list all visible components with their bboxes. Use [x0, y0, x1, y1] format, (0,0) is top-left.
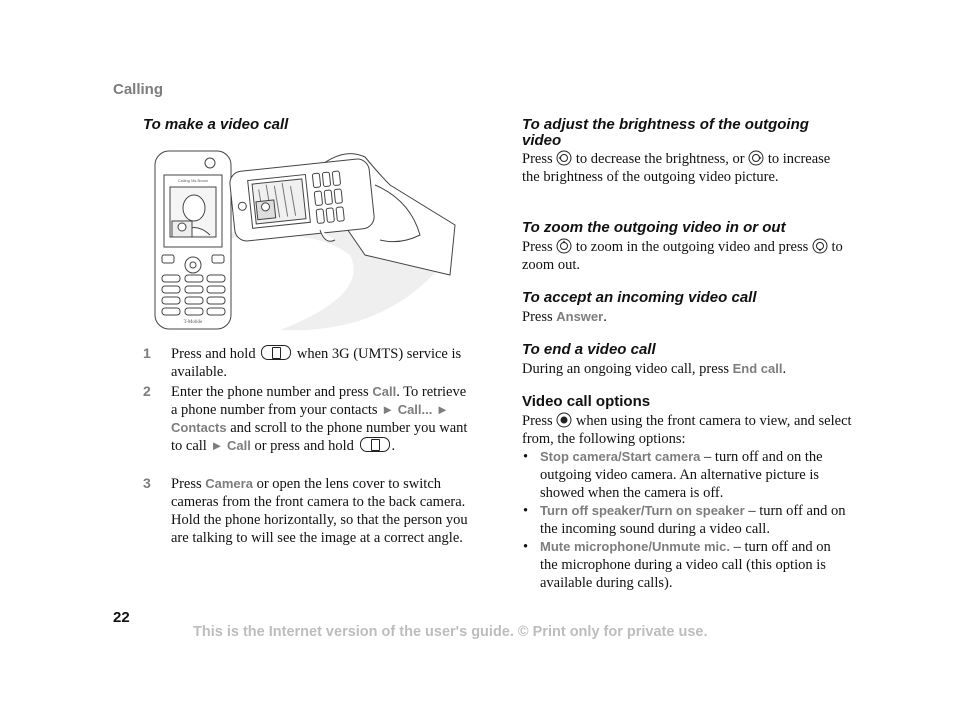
- call-softkey: Call: [372, 384, 397, 399]
- option-item: • Stop camera/Start camera – turn off and on the outgoing video camera. An alternative picture is showed when the camera is off.: [523, 449, 823, 501]
- phone-brand: T-Mobile: [183, 320, 203, 325]
- accept-text: Press Answer.: [522, 309, 607, 325]
- options-heading: Video call options: [522, 393, 651, 410]
- arrow-icon: ►: [436, 402, 449, 417]
- brightness-heading: To adjust the brightness of the outgoing video: [522, 116, 809, 149]
- navigation-up-icon: [556, 238, 572, 254]
- step-1-text: Press and hold when 3G (UMTS) service is available.: [171, 346, 462, 380]
- landscape-phone: [229, 154, 455, 275]
- step-2-number: 2: [143, 383, 151, 399]
- navigation-right-icon: [748, 150, 764, 166]
- accept-heading: To accept an incoming video call: [522, 289, 757, 306]
- page-number: 22: [113, 609, 130, 626]
- end-call-softkey: End call: [732, 361, 783, 376]
- call-softkey-2: Call: [226, 438, 251, 453]
- arrow-icon: ►: [381, 402, 395, 417]
- option-item: • Turn off speaker/Turn on speaker – turn off and on the incoming sound during a video call.: [523, 503, 846, 537]
- options-text: Press when using the front camera to view, and select from, the following options:: [522, 413, 852, 447]
- navigation-select-icon: [556, 412, 572, 428]
- answer-softkey: Answer: [556, 309, 604, 324]
- end-heading: To end a video call: [522, 341, 656, 358]
- zoom-text: Press to zoom in the outgoing video and press to zoom out.: [522, 239, 843, 273]
- arrow-icon: ►: [210, 438, 224, 453]
- option-label: Turn off speaker/Turn on speaker: [540, 503, 745, 518]
- end-text: During an ongoing video call, press End call.: [522, 361, 787, 377]
- call-menu-item: Call...: [397, 402, 433, 417]
- section-title: Calling: [113, 81, 164, 98]
- step-2-text: Enter the phone number and press Call. To retrieve a phone number from your contacts ► Call... ► Contacts and scroll to the phone number you want to call ► Call or press and hold .: [171, 384, 468, 454]
- option-label: Mute microphone/Unmute mic.: [540, 539, 730, 554]
- phone-screen-text: Calling Ms Braun: [177, 178, 209, 183]
- option-item: • Mute microphone/Unmute mic. – turn off and on the microphone during a video call (this option is available during calls).: [523, 539, 831, 591]
- step-3-text: Press Camera or open the lens cover to switch cameras from the front camera to the back camera. Hold the phone horizontally, so that the person you are talking to will see the image at a correct angle.: [171, 476, 468, 546]
- phone-illustration: [150, 145, 470, 335]
- video-call-key-icon: [261, 345, 291, 360]
- zoom-heading: To zoom the outgoing video in or out: [522, 219, 786, 236]
- step-3-number: 3: [143, 475, 151, 491]
- footer-notice: This is the Internet version of the user's guide. © Print only for private use.: [193, 624, 708, 640]
- brightness-text: Press to decrease the brightness, or to increase the brightness of the outgoing video picture.: [522, 151, 831, 185]
- video-call-key-icon: [360, 437, 390, 452]
- option-label: Stop camera/Start camera: [540, 449, 701, 464]
- navigation-left-icon: [556, 150, 572, 166]
- portrait-phone: [155, 151, 231, 329]
- contacts-menu-item: Contacts: [171, 420, 227, 435]
- camera-softkey: Camera: [205, 476, 253, 491]
- navigation-down-icon: [812, 238, 828, 254]
- make-video-call-heading: To make a video call: [143, 116, 289, 133]
- step-1-number: 1: [143, 345, 151, 361]
